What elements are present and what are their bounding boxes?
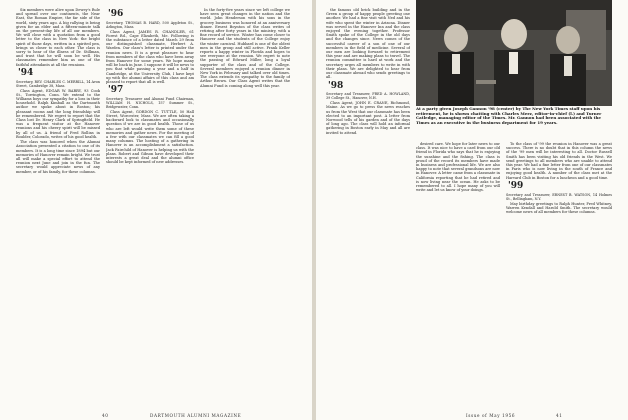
class-notes-text: The class was honored when the Alumni Association presented a citation to one of its members. It is a long time since 1894 but our memories of Hanover remain bright. We trust all will make a special effort to attend the reunion next June and join in the fun. The secretary would appreciate news of any member, or of his family, for these columns. (16, 140, 100, 174)
class-notes-text: To the class of '99 the reunion in Hanover was a great success. There is no doubt that in this column the news of the '99 men will be interesting to all. Doctor Russell Smith has been visiting his old friends in the West. We send greetings to all members who are unable to attend this year. We had a fine letter from one of our classmates in Paris who is now living in the south of France and enjoying good health. A number of the class met at the Harvard Club in Boston for a luncheon and a good time. (506, 142, 612, 180)
class-notes-text: Class Agent, EDGAR W. BARRY, 93 Cook St., Torrington, Conn. We extend to the Williams boys our sympathy for a loss in their household. Ralph Kimball as the Dartmouth author we spoke about in Boston; his pleasant rooms and the long friendship will be remembered. We regret to report that the Class lost Dr. Henry Clark of Springfield. He was a frequent visitor at the Hanover reunions and his cheery spirit will be missed by all of us. A friend of Fred Rollins in Boulder, Colorado, writes of his good health. (16, 88, 100, 139)
class-notes-text: In the forty-five years since we left college we have seen great changes in the nation and the world. John Henderson with his sons in the grocery business was honored at an anniversary dinner. Ernest Boynton of the class writes of retiring after forty years in the ministry, with a fine record of service. Winter has come closer to Hanover and the students of the College enjoy the winter carnival. Hubbard is one of the oldest men in the group and still active. Frank Keller reports a happy winter in Florida and hopes to see everyone at the reunion. We regret to note the passing of Edward Miller, long a loyal supporter of the class and of the College. Several members enjoyed a reunion dinner in New York in February and talked over old times. The class extends its sympathy to the family of Arthur Brown. Our Class Agent writes that the Alumni Fund is coming along well this year. (200, 8, 290, 88)
right-column-2 (416, 142, 500, 406)
retirement-party-photo (416, 0, 612, 106)
right-page (316, 0, 628, 420)
class-94-secretary: Secretary, REV. CHARLES C. MERRILL, 14 Avon Street, Cambridge 38, Mass. (16, 79, 100, 88)
class-notes-text: the famous old brick building and in the Green a group of happy people greeting one another. We had a fine visit with Ned and his wife who spent the winter in Arizona. Dinner was served in the Hanover Inn and the class enjoyed the evening together. Professor Smith spoke of the College in the old days and the changes since. News comes of the successful career of a son of one of our members in the field of medicine. Several of our men are looking forward to retirement this year and are making plans to travel. The reunion committee is hard at work and the secretary urges all members to write in with their plans. We are delighted to hear from our classmate abroad who sends greetings to all. (326, 8, 410, 80)
left-page-number: 40 (102, 413, 109, 418)
class-96-heading: '96 (108, 9, 124, 19)
left-column-1 (16, 8, 100, 406)
class-99-heading: '99 (508, 181, 524, 192)
left-column-2 (106, 8, 194, 406)
class-notes-text: Class Agent, GORDON C. TUTTLE, 50 Hall Street, Worcester, Mass. We are often taking a backward look to classmates and occasionally question if we are in good health. Those of us who are left would write them some of these memories and gather news. For the meeting of a few with our classmates we can fill a good many columns. The hosting of a gathering in Hanover is an accomplishment a satisfaction. Jack Fairchild of Hanover is helping us with the plans. Robert and Gibson have developed their interests a great deal and the alumni office should be kept informed of new addresses. (106, 109, 194, 165)
left-column-3 (200, 8, 290, 406)
right-page-issue-date: Issue of May 1956 (466, 413, 516, 418)
class-94-heading: '94 (18, 68, 34, 79)
class-98-secretary: Secretary and Treasurer, FRED A. HOWLAND, 39 College St., Hanover, N.H. (326, 92, 410, 101)
class-98-heading: '98 (328, 80, 344, 91)
class-96-secretary: Secretary, THOMAS B. HARD, 500 Appleton St., Arlington, Mass. (106, 20, 194, 29)
left-page (0, 0, 312, 420)
class-99-secretary: Secretary and Treasurer, ERNEST B. WATSON, 14 Holmes St., Bellingham, N.Y. (506, 192, 612, 201)
class-97-heading: '97 (108, 85, 124, 96)
class-notes-text: May birthday greetings to Ralph Hunter, Fred Whitney, Warren Kendall and Harold Smith. The secretary would welcome news of all members for these columns. (506, 201, 612, 214)
left-page-footer-title: DARTMOUTH ALUMNI MAGAZINE (150, 413, 242, 418)
class-notes-text: desired care. We hope for later news to our class. It was nice to have a card from our old friend in Florida who says that he is enjoying the sunshine and the fishing. The class is proud of the record its members have made in business and professional life. We are also happy to note that several grandsons are now in Hanover. A letter came from a classmate in California reporting that he had retired and is now living near the ocean. He asks to be remembered to all. I hope many of you will write and let us know of your doings. (416, 142, 500, 193)
photo-illustration (416, 0, 612, 106)
photo-caption: At a party given Joseph Gannon '98 (center) by The New York Times staff upon his retirement, he is shown chatting with Charles Merz, editor-in-chief (l.) and Turner Catledge, managing editor of the Times. Mr. Gannon had been associated with the Times as an executive in the business department for 19 years. (416, 106, 602, 125)
class-notes-text: Six members were alive upon Dewey's Rule and spread over our continents, the Near East, the Roman Empire, the far side of the world, sixty years ago. A big rallying is being given for an elder and a fifteen-minute talk on the present-day life of all our members. We will close with a quotation from a good letter to the class in New York: the bright spirit of those days, written in a spirited pen, brings us closer to each other. The class is sorry to hear of the illness of Dr. Stillman, and trust that he will soon be well. His classmates remember him as one of the faithful attendants at all the reunions. (16, 8, 100, 67)
right-page-number: 41 (556, 413, 563, 418)
right-column-1 (326, 8, 410, 406)
right-column-3 (506, 142, 612, 406)
class-97-secretary: Secretary, Treasurer and Alumni Fund Chairman, WILLIAM H. NICHOLS, 157 Summer St., Bridgewater, Conn. (106, 96, 194, 109)
class-notes-text: Class Agent, JOHN E. CRANE, Richmond, Maine. As we go to press the news reaches us from the West that our classmate has been elected to an important post. A letter from Norwood tells of his garden and of the days of long ago. The class will hold an informal gathering in Boston early in May and all are invited to attend. (326, 101, 410, 135)
class-notes-text: Class Agent, JAMES R. CHANDLER, 61 Forest Rd., Cape Elizabeth, Me. Following is the substance of a letter dated March 29 from our distinguished classmate, Herbert A. Warden. Our class's letter is printed under the reunion news. It is a great pleasure to hear from members of the class who have been away from Hanover for some years. We hope many will be back in June. I suppose it will be news to you that while passing a year and a half in Cambridge, at the University Club, I have kept up with the alumni affairs of this class and am pleased to report that all is well. (106, 29, 194, 84)
